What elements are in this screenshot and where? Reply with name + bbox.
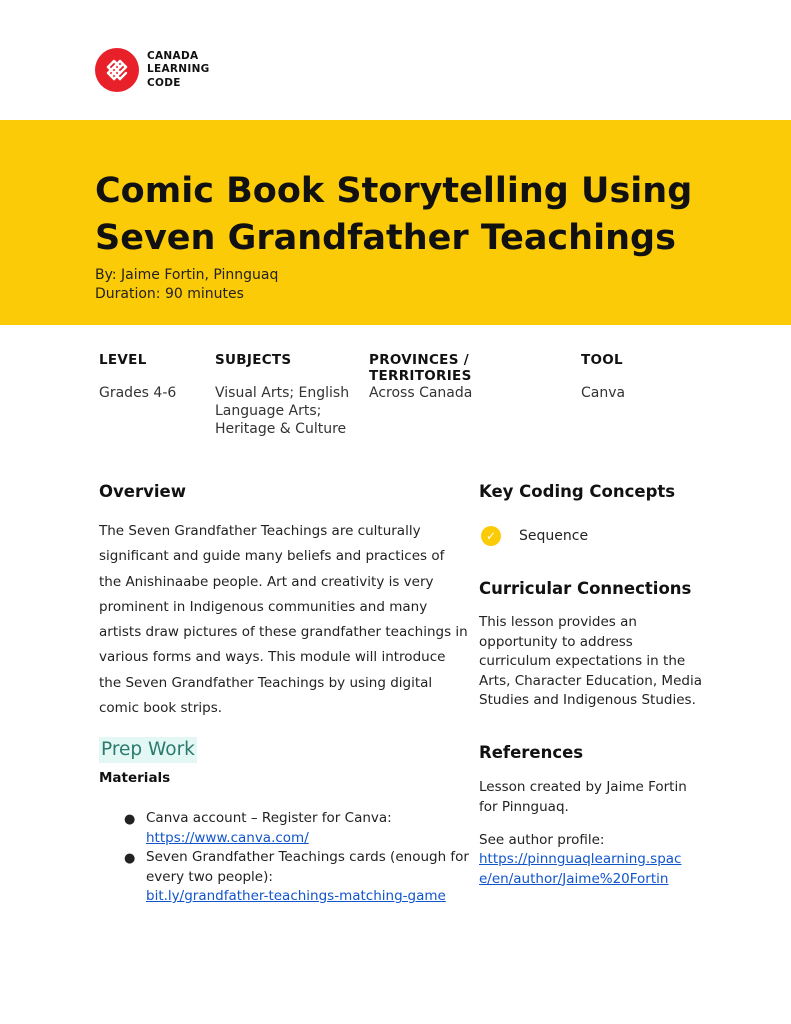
- author-line: By: Jaime Fortin, Pinnguaq: [95, 267, 279, 283]
- list-item: [120, 809, 470, 848]
- meta-value: Grades 4-6: [99, 385, 177, 401]
- canada-learning-code-logo-icon: [95, 48, 139, 92]
- logo-line: CODE: [147, 76, 181, 89]
- meta-provinces: [369, 352, 574, 402]
- curricular-heading: Curricular Connections: [479, 579, 692, 598]
- overview-text: The Seven Grandfather Teachings are culturally significant and guide many beliefs and practices of the Anishinaabe people. Art and creativity is very prominent in Indigenous communities and many artists draw pictures of these grandfather teachings in various forms and ways. This module will introduce the Seven Grandfather Teachings by using digital comic book strips.: [99, 523, 468, 717]
- meta-tool: [581, 352, 691, 402]
- references-credit: Lesson created by Jaime Fortin for Pinnguaq.: [479, 779, 687, 815]
- meta-level: [99, 352, 209, 402]
- meta-value: Across Canada: [369, 385, 473, 401]
- page-title: Comic Book Storytelling Using Seven Grandfather Teachings: [95, 171, 693, 258]
- concept-label: Sequence: [519, 528, 589, 544]
- canva-link[interactable]: https://www.canva.com/: [146, 829, 309, 846]
- logo-line: CANADA: [147, 49, 199, 62]
- title-banner: [0, 120, 791, 325]
- overview-heading: Overview: [99, 482, 186, 501]
- meta-value: Visual Arts; English Language Arts; Heritage & Culture: [215, 385, 350, 437]
- logo-wordmark: [147, 50, 210, 91]
- profile-label: See author profile:: [479, 832, 605, 848]
- materials-heading: Materials: [99, 770, 171, 786]
- bullet-icon: ●: [124, 851, 136, 866]
- cards-link[interactable]: bit.ly/grandfather-teachings-matching-game: [146, 888, 446, 904]
- duration-line: Duration: 90 minutes: [95, 286, 244, 302]
- author-profile-link[interactable]: https://pinnguaqlearning.space/en/author/Jaime%20Fortin: [479, 851, 682, 887]
- check-circle-icon: ✓: [481, 526, 501, 546]
- concept-item: [481, 526, 588, 546]
- list-item: [120, 848, 470, 907]
- list-item-text: Canva account – Register for Canva:: [146, 810, 392, 826]
- brand-logo: [95, 48, 210, 92]
- materials-list: [120, 809, 470, 907]
- curricular-text: This lesson provides an opportunity to address curriculum expectations in the Arts, Character Education, Media Studies and Indigenous Studies.: [479, 614, 702, 708]
- meta-heading: PROVINCES / TERRITORIES: [369, 352, 472, 384]
- meta-heading: LEVEL: [99, 352, 147, 368]
- bullet-icon: ●: [124, 812, 136, 827]
- meta-heading: TOOL: [581, 352, 623, 368]
- byline: [95, 266, 278, 304]
- list-item-text: Seven Grandfather Teachings cards (enough for every two people):: [146, 849, 469, 885]
- meta-heading: SUBJECTS: [215, 352, 292, 368]
- prep-work-heading: Prep Work: [99, 737, 197, 763]
- logo-line: LEARNING: [147, 63, 210, 76]
- references-heading: References: [479, 743, 584, 762]
- key-concepts-heading: Key Coding Concepts: [479, 482, 676, 501]
- meta-value: Canva: [581, 385, 626, 401]
- meta-subjects: [215, 352, 360, 438]
